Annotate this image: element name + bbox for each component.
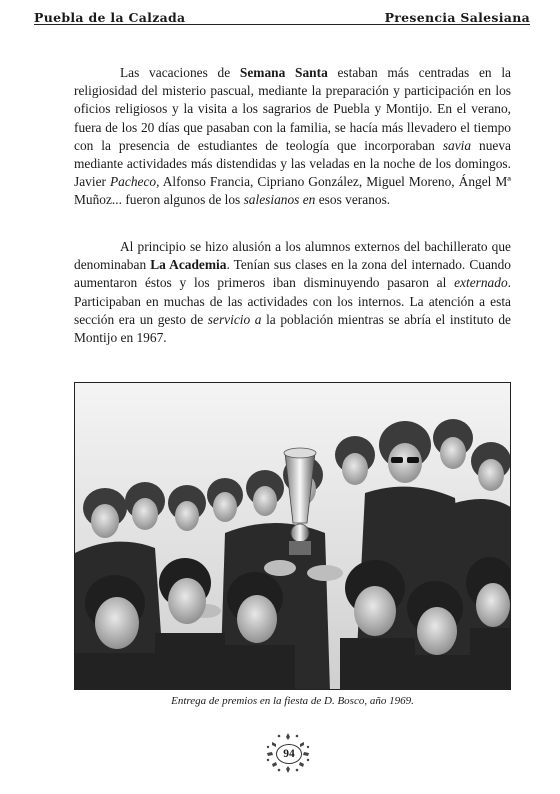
paragraph-vacations: Las vacaciones de Semana Santa estaban más centradas en la religiosidad del misterio pascual, mediante la preparación y participación en los oficios religiosos y la visita a los sagrarios de Puebla y Montijo. En el verano, fuera de los 20 días que pasaban con la familia, se hacía más llevadero el tiempo con la presencia de estudiantes de teología que incorporaban savia nueva mediante actividades más distendidas y las veladas en la noche de los domingos. Javier Pacheco, Alfonso Francia, Cipriano González, Miguel Moreno, Ángel Mª Muñoz... fueron algunos de los salesianos en esos veranos. [74,65,511,208]
paragraph-academia: Al principio se hizo alusión a los alumnos externos del bachillerato que denominaban La Academia. Tenían sus clases en la zona del internado. Cuando aumentaron éstos y los primeros iban disminuyendo pasaron al externado. Participaban en muchas de las actividades con los internos. La atención a esta sección era un gesto de servicio a la población mientras se abría el instituto de Montijo en 1967. [74,239,511,346]
header-rule [34,24,530,25]
header-section-title: Presencia Salesiana [384,10,530,25]
header-book-title: Puebla de la Calzada [34,10,186,25]
page-number-ornament [262,730,314,776]
photo-caption: Entrega de premios en la fiesta de D. Bosco, año 1969. [171,695,414,707]
photo-crowd-illustration [75,383,511,690]
photograph [74,382,511,690]
running-header [34,4,530,26]
page-number: 94 [276,744,302,764]
